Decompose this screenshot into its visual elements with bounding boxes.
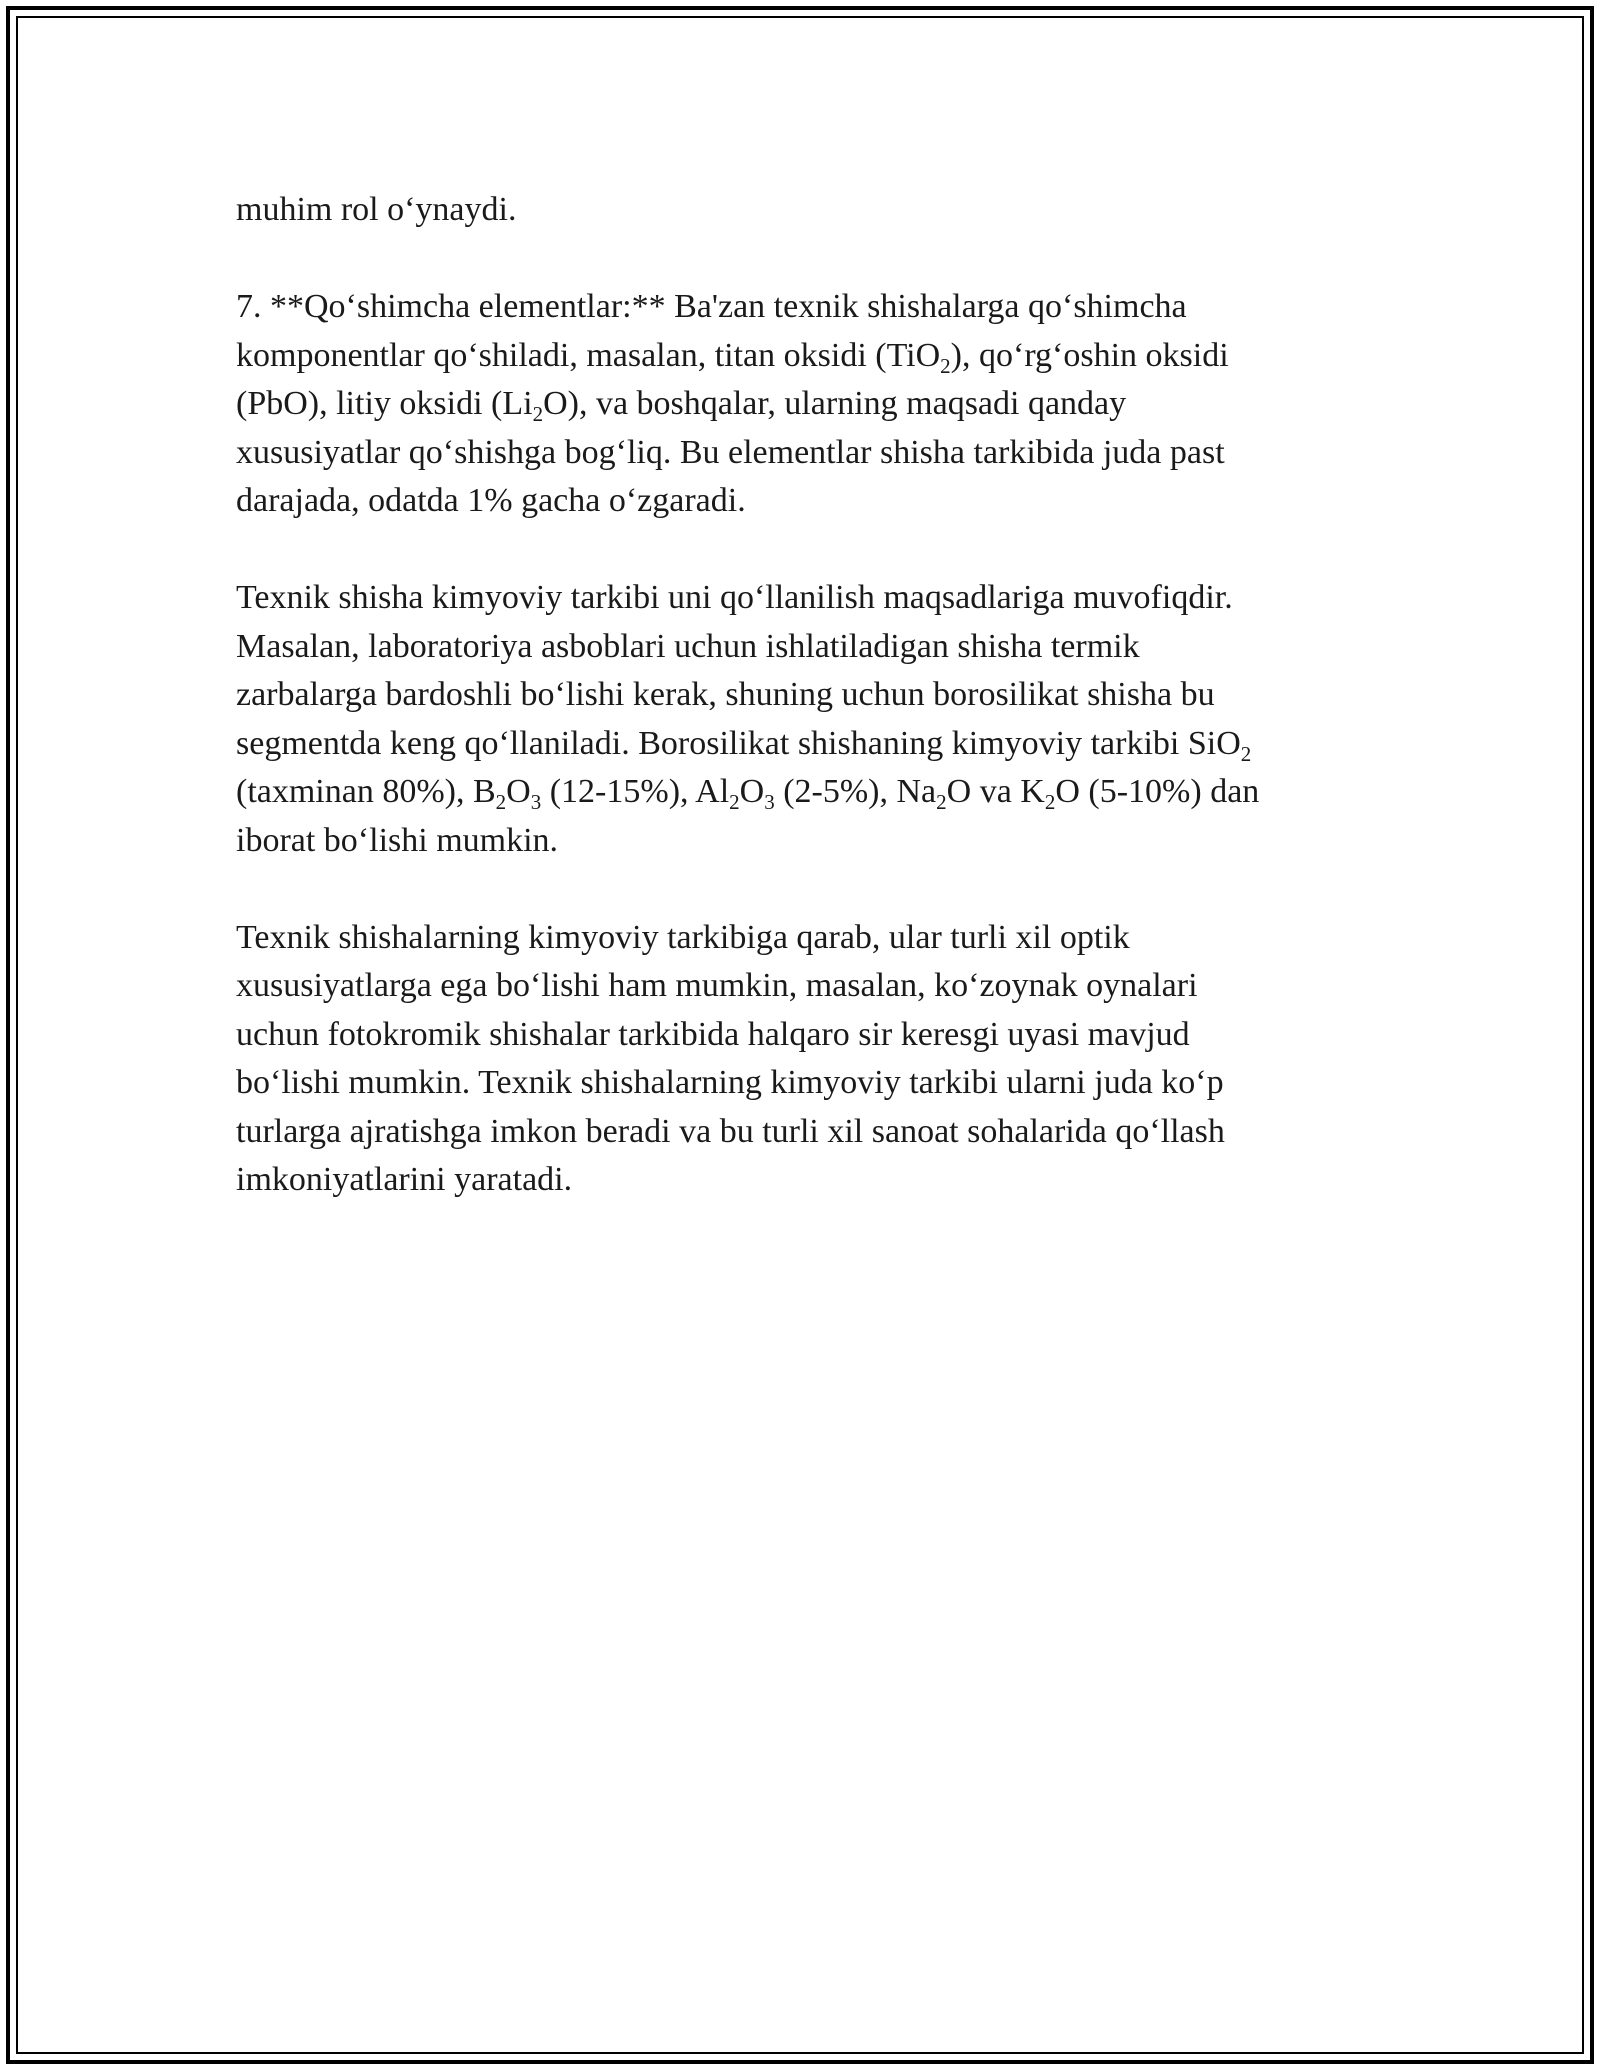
text-run: (taxminan 80%), B [236, 773, 496, 810]
text-run: segmentda keng qo‘llaniladi. Borosilikat shishaning kimyoviy tarkibi SiO [236, 724, 1241, 762]
text-line [236, 1059, 1386, 1108]
text-line [236, 429, 1386, 478]
subscript: 3 [764, 790, 775, 814]
text-run: O va K [946, 773, 1045, 810]
text-line [236, 768, 1386, 817]
text-line [236, 574, 1386, 623]
text-line [236, 623, 1386, 672]
subscript: 2 [936, 790, 947, 814]
text-run: xususiyatlar qo‘shishga bog‘liq. Bu elementlar shisha tarkibida juda past [236, 433, 1225, 471]
subscript: 2 [532, 402, 544, 426]
text-run: turlarga ajratishga imkon beradi va bu turli xil sanoat sohalarida qo‘llash [236, 1112, 1225, 1150]
text-run: O (5-10%) dan [1055, 773, 1260, 810]
text-run: Masalan, laboratoriya asboblari uchun ishlatiladigan shisha termik [236, 627, 1140, 665]
subscript: 2 [1240, 741, 1252, 766]
text-line [236, 477, 1386, 526]
text-line [236, 283, 1386, 332]
text-run: komponentlar qo‘shiladi, masalan, titan oksidi (TiO [236, 336, 941, 374]
text-line [236, 332, 1386, 381]
text-line [236, 1108, 1386, 1157]
text-run: imkoniyatlarini yaratadi. [236, 1161, 573, 1198]
text-run: Texnik shishalarning kimyoviy tarkibiga qarab, ular turli xil optik [236, 918, 1130, 956]
text-line [236, 380, 1386, 429]
subscript: 2 [1044, 790, 1056, 814]
text-line [236, 671, 1386, 720]
text-run: O), va boshqalar, ularning maqsadi qanday [543, 385, 1127, 422]
text-run: muhim rol o‘ynaydi. [236, 191, 517, 228]
subscript: 2 [940, 353, 951, 378]
subscript: 3 [530, 790, 542, 814]
text-run: (PbO), litiy oksidi (Li [236, 385, 533, 422]
subscript: 2 [495, 790, 507, 814]
text-run: (2-5%), Na [774, 773, 937, 810]
text-line [236, 1011, 1386, 1060]
paragraph [236, 914, 1386, 1205]
text-run: O [739, 773, 765, 810]
text-run: uchun fotokromik shishalar tarkibida halqaro sir keresgi uyasi mavjud [236, 1015, 1190, 1053]
text-line [236, 1156, 1386, 1205]
text-run: (12-15%), Al [541, 773, 730, 810]
text-run: iborat bo‘lishi mumkin. [236, 821, 559, 859]
text-line [236, 962, 1386, 1011]
text-run: xususiyatlarga ega bo‘lishi ham mumkin, masalan, ko‘zoynak oynalari [236, 967, 1198, 1004]
text-run: ), qo‘rg‘oshin oksidi [950, 336, 1229, 374]
paragraph [236, 574, 1386, 865]
text-line [236, 817, 1386, 866]
subscript: 2 [729, 790, 740, 814]
paragraph [236, 283, 1386, 526]
text-run: bo‘lishi mumkin. Texnik shishalarning kimyoviy tarkibi ularni juda ko‘p [236, 1064, 1224, 1101]
text-run: Texnik shisha kimyoviy tarkibi uni qo‘llanilish maqsadlariga muvofiqdir. [236, 579, 1233, 616]
text-run: 7. **Qo‘shimcha elementlar:** Ba'zan texnik shishalarga qo‘shimcha [236, 288, 1187, 325]
text-line [236, 914, 1386, 963]
text-run: darajada, odatda 1% gacha o‘zgaradi. [236, 482, 746, 519]
paragraph [236, 186, 1386, 235]
text-line [236, 720, 1386, 769]
text-run: O [506, 773, 531, 810]
text-run: zarbalarga bardoshli bo‘lishi kerak, shuning uchun borosilikat shisha bu [236, 676, 1215, 713]
document-body [236, 186, 1386, 1253]
text-line [236, 186, 1386, 235]
